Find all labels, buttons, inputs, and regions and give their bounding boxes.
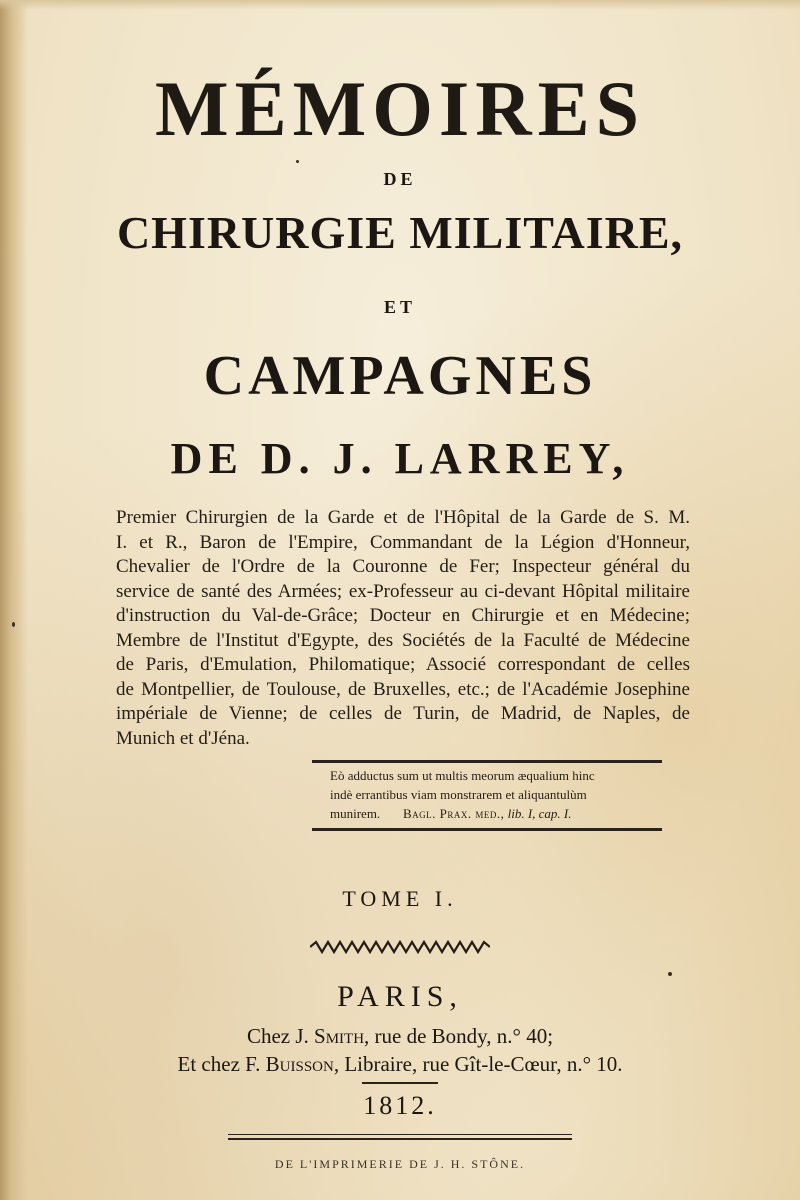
author-title-line: Premier Chirurgien de la Garde et de l'Hôpital de la Garde de S. M.: [116, 507, 690, 528]
author-title-line: Chevalier de l'Ordre de la Couronne de Fer; Inspecteur général du: [116, 556, 690, 577]
author-title-line: de Paris, d'Emulation, Philomatique; Associé correspondant de celles: [116, 654, 690, 675]
footer-rule-1: [228, 1134, 572, 1135]
footer-rule-2: [228, 1138, 572, 1140]
publisher-1-suffix: , rue de Bondy, n.° 40;: [364, 1024, 554, 1048]
ornament-divider: [310, 940, 490, 954]
author-title-line: d'instruction du Val-de-Grâce; Docteur en Chirurgie et en Médecine;: [116, 605, 690, 626]
epigraph-line: Eò adductus sum ut multis meorum æqualium hinc: [330, 768, 595, 783]
title-campagnes: CAMPAGNES: [203, 345, 597, 407]
author-title-line: Membre de l'Institut d'Egypte, des Sociétés de la Faculté de Médecine: [116, 629, 690, 651]
epigraph-line: indè errantibus viam monstrarem et aliquantulùm: [330, 787, 587, 802]
author-titles: [116, 506, 690, 751]
volume-label: TOME I.: [342, 886, 458, 911]
epigraph-line-3: [330, 804, 660, 823]
author-title-line: I. et R., Baron de l'Empire, Commandant de la Légion d'Honneur,: [116, 531, 690, 553]
author-title-line: impériale de Vienne; de celles de Turin, de Madrid, de Naples, de: [116, 703, 690, 724]
epigraph-citation: Bagl. Prax. med.,: [402, 806, 505, 821]
publisher-line-1: [0, 1026, 800, 1047]
title-de: DE: [383, 169, 417, 189]
year: 1812.: [363, 1091, 437, 1120]
page-top-edge: [0, 0, 800, 10]
publisher-2-prefix: Et chez F.: [177, 1052, 261, 1076]
publisher-1-name: Smith: [314, 1024, 365, 1048]
author-title-line: Munich et d'Jéna.: [116, 727, 250, 749]
title-memoires: MÉMOIRES: [154, 65, 646, 152]
year-rule: [362, 1082, 438, 1084]
epigraph-rule-top: [312, 760, 662, 763]
epigraph: [330, 766, 660, 823]
title-et: ET: [383, 297, 416, 317]
ink-spot: [296, 160, 299, 163]
author-title-line: de Montpellier, de Toulouse, de Bruxelles, etc.; de l'Académie Josephine: [116, 678, 690, 700]
publisher-2-name: Buisson: [265, 1052, 334, 1076]
epigraph-text: munirem.: [330, 806, 381, 821]
publisher-line-2: [0, 1054, 800, 1075]
city: PARIS,: [337, 980, 463, 1013]
epigraph-citation-ref: lib. I, cap. I.: [507, 806, 572, 821]
publisher-2-suffix: , Libraire, rue Gît-le-Cœur, n.° 10.: [333, 1052, 623, 1076]
ink-spot: [12, 622, 15, 627]
title-chirurgie-militaire: CHIRURGIE MILITAIRE,: [116, 207, 684, 258]
author-title-line: service de santé des Armées; ex-Professeur au ci-devant Hôpital militaire: [116, 580, 690, 602]
printer-line: DE L'IMPRIMERIE DE J. H. STÔNE.: [274, 1157, 526, 1171]
ink-spot: [668, 972, 672, 976]
title-author: DE D. J. LARREY,: [170, 434, 630, 483]
epigraph-rule-bottom: [312, 828, 662, 831]
publisher-1-prefix: Chez J.: [246, 1024, 309, 1048]
